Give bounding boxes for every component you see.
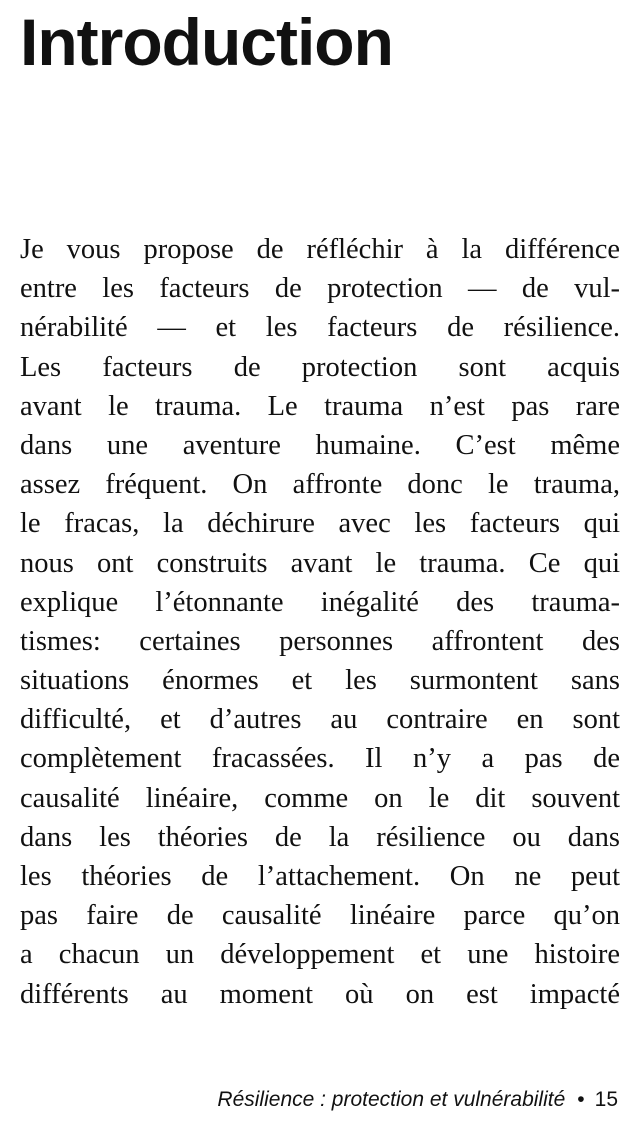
text-line: difficulté, et d’autres au contraire en sont: [20, 704, 620, 736]
text-line: a chacun un développement et une histoire: [20, 939, 620, 971]
text-line: dans une aventure humaine. C’est même: [20, 429, 620, 461]
chapter-title: Introduction: [20, 5, 393, 79]
text-line: tismes: certaines personnes affrontent des: [20, 625, 620, 657]
text-line: Les facteurs de protection sont acquis: [20, 351, 620, 383]
text-line: nérabilité — et les facteurs de résilience.: [20, 312, 620, 344]
text-line: différents au moment où on est impacté: [20, 978, 620, 1010]
text-line: complètement fracassées. Il n’y a pas de: [20, 743, 620, 775]
text-line: causalité linéaire, comme on le dit souvent: [20, 782, 620, 814]
text-line: le fracas, la déchirure avec les facteurs qui: [20, 508, 620, 540]
text-line: dans les théories de la résilience ou dans: [20, 821, 620, 853]
text-line: entre les facteurs de protection — de vul-: [20, 273, 620, 305]
text-line: avant le trauma. Le trauma n’est pas rare: [20, 390, 620, 422]
page-footer: [217, 1086, 618, 1114]
footer-separator: •: [577, 1088, 585, 1111]
text-line: explique l’étonnante inégalité des trauma-: [20, 586, 620, 618]
text-line: assez fréquent. On affronte donc le trauma,: [20, 469, 620, 501]
text-line: pas faire de causalité linéaire parce qu’on: [20, 900, 620, 932]
page-number: 15: [594, 1088, 618, 1111]
running-title: Résilience : protection et vulnérabilité: [217, 1088, 566, 1111]
text-line: nous ont construits avant le trauma. Ce qui: [20, 547, 620, 579]
body-paragraph: [20, 230, 620, 1014]
text-line: situations énormes et les surmontent sans: [20, 665, 620, 697]
text-line: les théories de l’attachement. On ne peut: [20, 861, 620, 892]
text-line: Je vous propose de réfléchir à la différence: [20, 234, 620, 265]
